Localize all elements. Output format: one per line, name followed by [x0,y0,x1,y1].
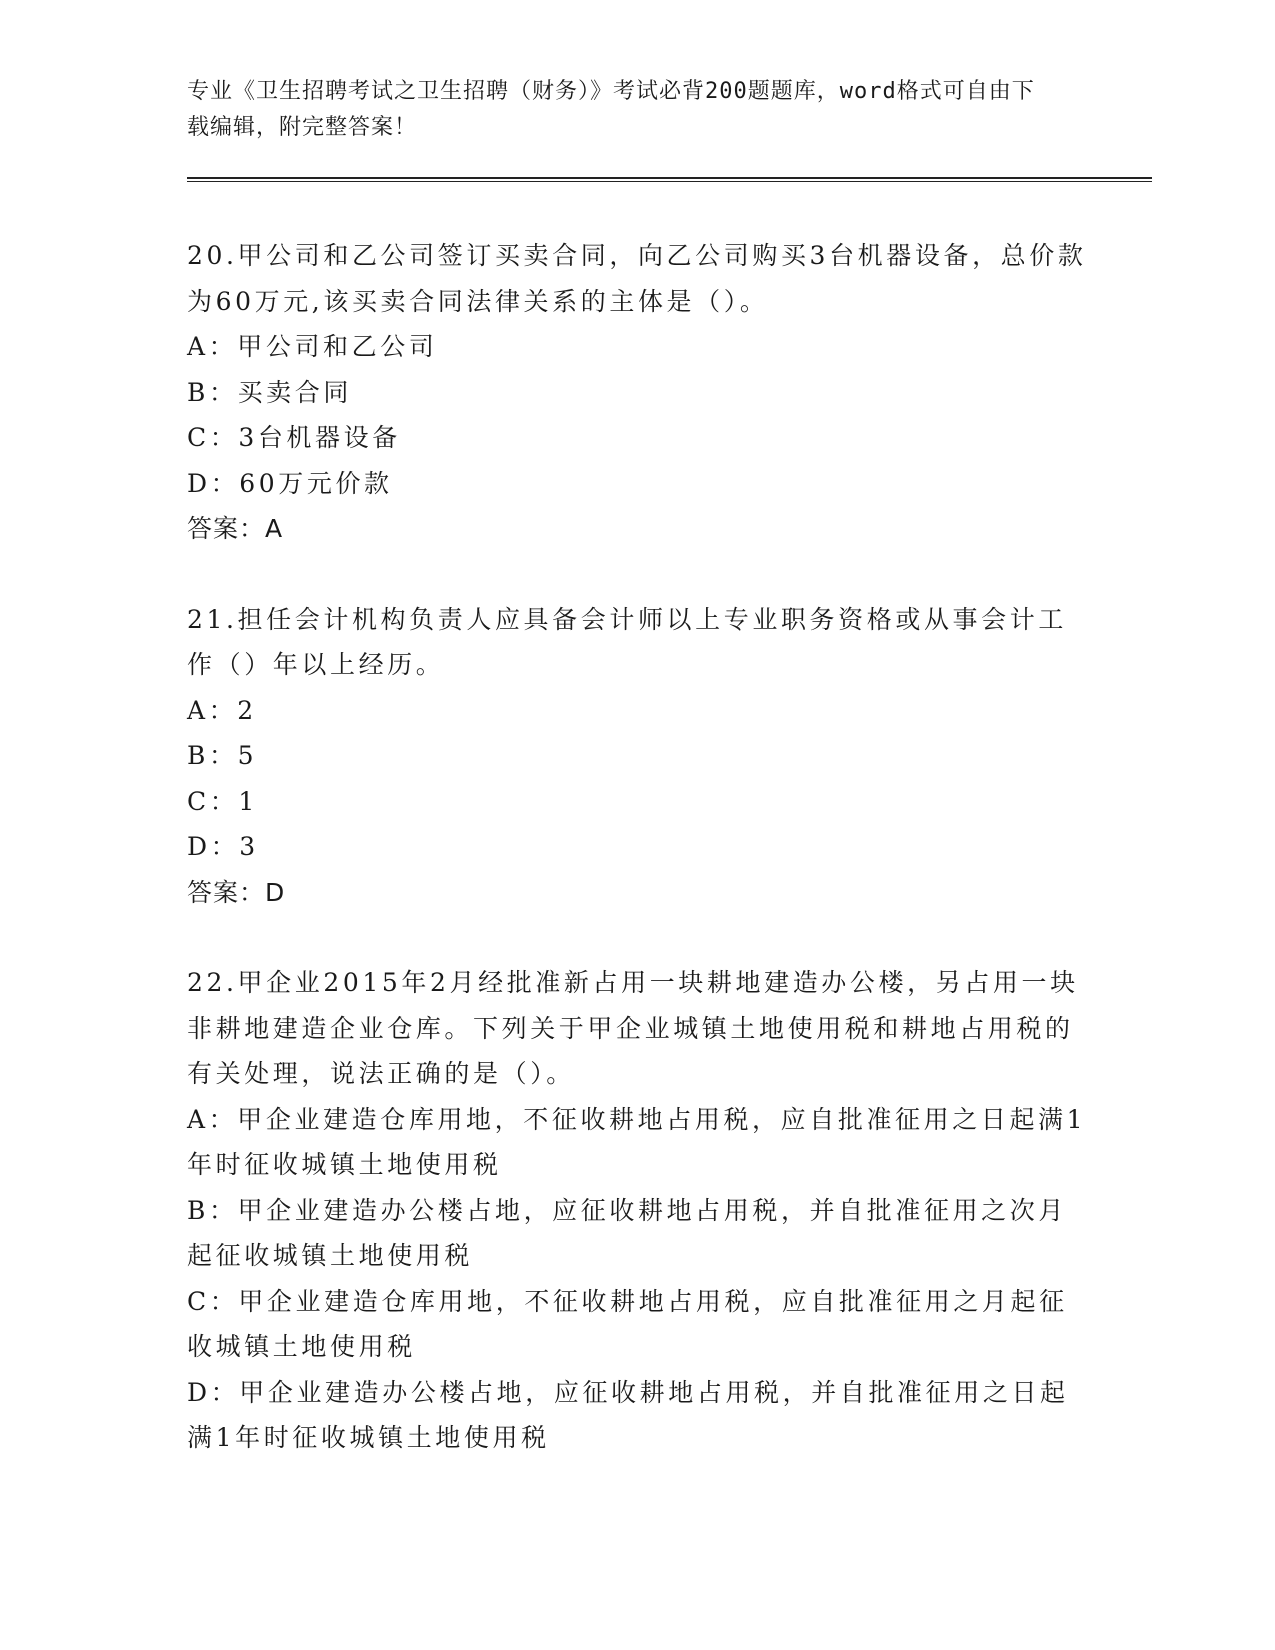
option-c: C：3台机器设备 [187,423,401,452]
option-a: A：甲公司和乙公司 [187,332,438,361]
question-21 [187,597,1087,916]
option-a: A：2 [187,695,257,725]
option-a: A：甲企业建造仓库用地，不征收耕地占用税，应自批准征用之日起满1年时征收城镇土地使用税 [187,1104,1087,1179]
option-d: D：3 [187,832,259,861]
option-c: C：1 [187,786,258,816]
document-header: 专业《卫生招聘考试之卫生招聘（财务）》考试必背200题题库，word格式可自由下载编辑，附完整答案！ [187,79,1035,140]
option-d: D：60万元价款 [187,468,393,498]
question-20 [187,233,1087,552]
header-divider [187,177,1152,182]
answer-label: 答案：A [187,514,284,543]
option-b: B：5 [187,741,258,770]
question-22 [187,960,1087,1461]
option-d: D：甲企业建造办公楼占地，应征收耕地占用税，并自批准征用之日起满1年时征收城镇土地使用税 [187,1377,1069,1452]
question-text: 22.甲企业2015年2月经批准新占用一块耕地建造办公楼，另占用一块非耕地建造企业仓库。下列关于甲企业城镇土地使用税和耕地占用税的有关处理，说法正确的是（）。 [187,968,1079,1088]
question-list [187,233,1087,1506]
option-b: B：甲企业建造办公楼占地，应征收耕地占用税，并自批准征用之次月起征收城镇土地使用税 [187,1195,1067,1270]
option-b: B：买卖合同 [187,377,352,407]
question-text: 21.担任会计机构负责人应具备会计师以上专业职务资格或从事会计工作（）年以上经历。 [187,604,1067,679]
option-c: C：甲企业建造仓库用地，不征收耕地占用税，应自批准征用之月起征收城镇土地使用税 [187,1286,1068,1361]
question-text: 20.甲公司和乙公司签订买卖合同，向乙公司购买3台机器设备，总价款为60万元,该买卖合同法律关系的主体是（）。 [187,241,1087,316]
answer-label: 答案：D [187,877,286,907]
